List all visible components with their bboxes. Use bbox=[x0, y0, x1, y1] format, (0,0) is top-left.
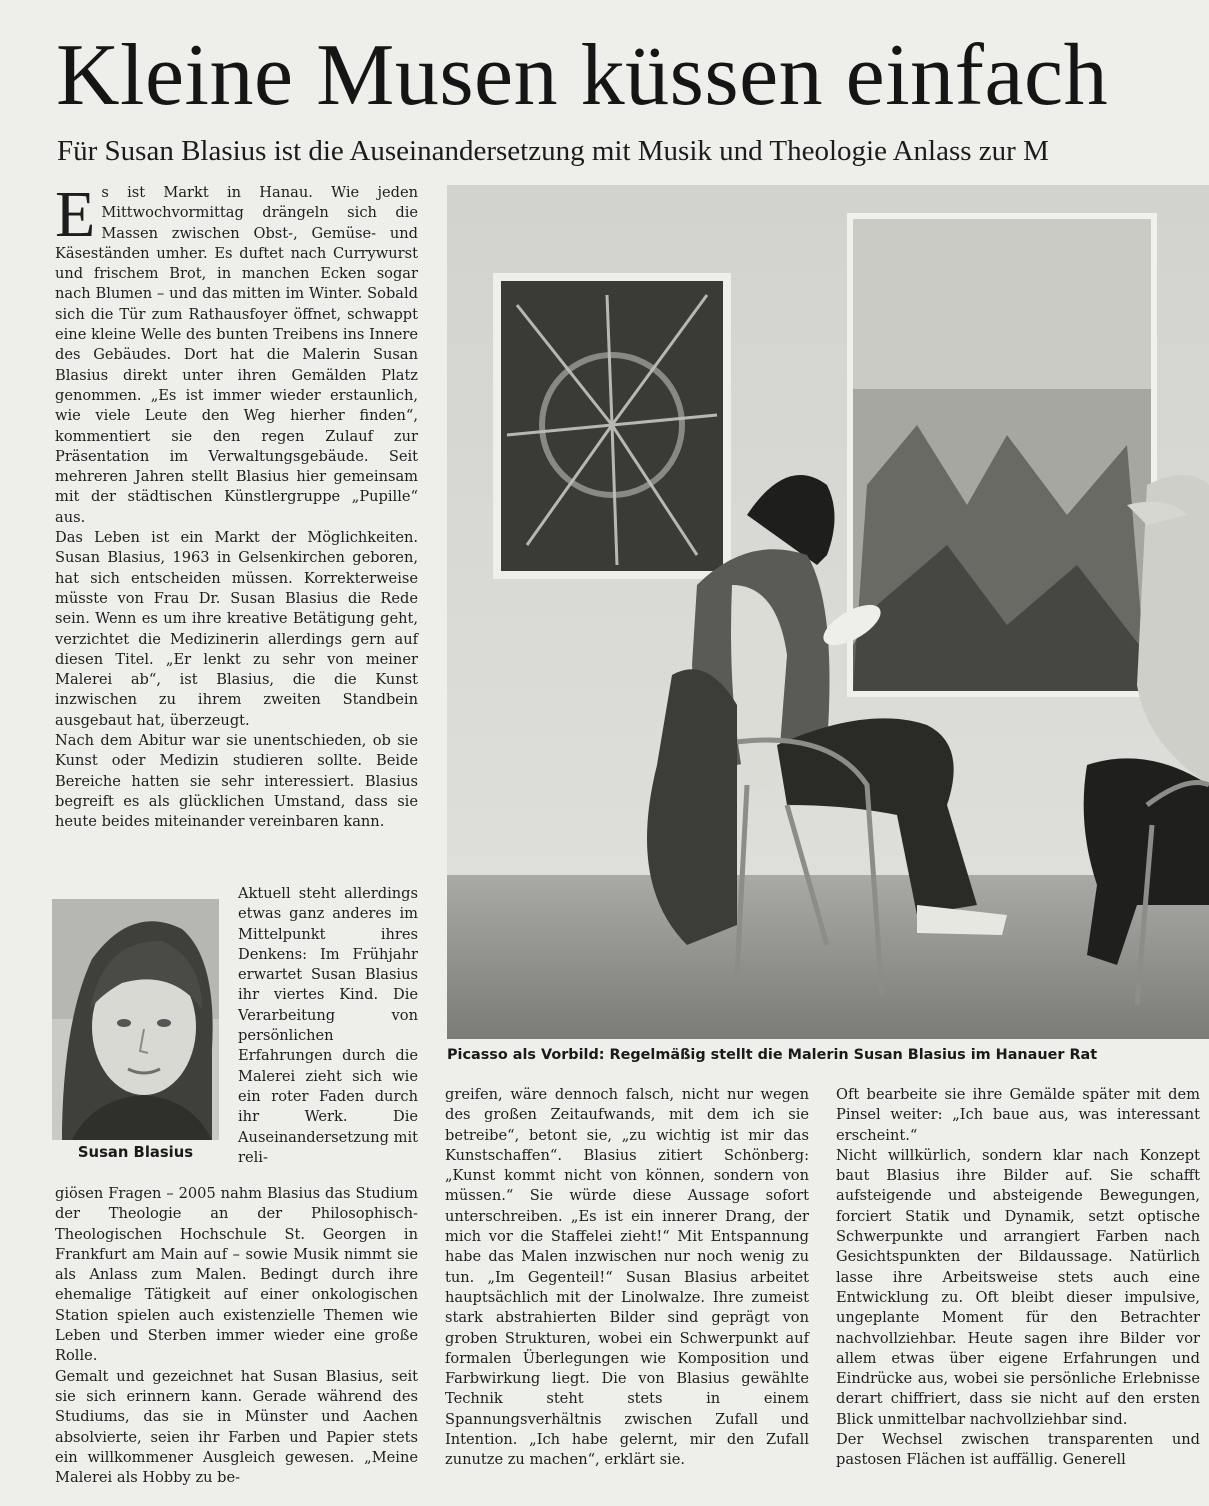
paragraph-8: Oft bearbeite sie ihre Gemälde später mit dem Pinsel weiter: „Ich baue aus, was interessant erscheint.“ bbox=[836, 1086, 1200, 1144]
subheadline: Für Susan Blasius ist die Auseinandersetzung mit Musik und Theologie Anlass zur M bbox=[57, 135, 1049, 167]
article-column-1-wrap bbox=[238, 884, 418, 1168]
article-column-3 bbox=[836, 1085, 1200, 1471]
paragraph-4: Aktuell steht allerdings etwas ganz anderes im Mittelpunkt ihres Denkens: Im Frühjahr erwartet Susan Blasius ihr viertes Kind. Die Verarbeitung von persönlichen Erfahrungen durch die Malerei zieht sich wie ein roter Faden durch ihr Werk. Die Auseinandersetzung mit reli- bbox=[238, 885, 419, 1166]
portrait-caption: Susan Blasius bbox=[77, 1144, 194, 1161]
article-column-1 bbox=[55, 178, 418, 833]
dropcap: E bbox=[55, 178, 96, 251]
photo-caption: Picasso als Vorbild: Regelmäßig stellt die Malerin Susan Blasius im Hanauer Rat bbox=[447, 1047, 1098, 1063]
article-column-2 bbox=[445, 1085, 809, 1471]
portrait-photo bbox=[52, 899, 219, 1140]
paragraph-1-text: s ist Markt in Hanau. Wie jeden Mittwochvormittag drängeln sich die Massen zwischen Obst-, Gemüse- und Käseständen umher. Es duftet nach Currywurst und frischem Brot, in manchen Ecken sogar nach Blumen – und das mitten im Winter. Sobald sich die Tür zum Rathausfoyer öffnet, schwappt eine kleine Welle des bunten Treibens ins Innere des Gebäudes. Dort hat die Malerin Susan Blasius direkt unter ihren Gemälden Platz genommen. „Es ist immer wieder erstaunlich, wie viele Leute den Weg hierher finden“, kommentiert sie den regen Zulauf zur Präsentation im Verwaltungsgebäude. Seit mehreren Jahren stellt Blasius hier gemeinsam mit der städtischen Künstlergruppe „Pupille“ aus. bbox=[55, 184, 418, 526]
paragraph-10: Der Wechsel zwischen transparenten und pastosen Flächen ist auffällig. Generell bbox=[836, 1431, 1200, 1469]
paragraph-5: giösen Fragen – 2005 nahm Blasius das Studium der Theologie an der Philosophisch-Theologischen Hochschule St. Georgen in Frankfurt am Main auf – sowie Musik nimmt sie als Anlass zum Malen. Bedingt durch ihre ehemalige Tätigkeit auf einer onkologischen Station spielen auch existenzielle Themen wie Leben und Sterben immer wieder eine große Rolle. bbox=[55, 1185, 418, 1365]
main-photo-image bbox=[447, 185, 1209, 1039]
paragraph-3: Nach dem Abitur war sie unentschieden, ob sie Kunst oder Medizin studieren sollte. Beide Bereiche hatten sie sehr interessiert. Blasius begreift es als glücklichen Umstand, dass sie heute beides miteinander vereinbaren kann. bbox=[55, 732, 418, 831]
paragraph-6: Gemalt und gezeichnet hat Susan Blasius, seit sie sich erinnern kann. Gerade während des Studiums, das sie in Münster und Aachen absolvierte, seien ihr Farben und Papier stets ein willkommener Ausgleich gewesen. „Meine Malerei als Hobby zu be- bbox=[55, 1367, 418, 1487]
paragraph-2: Das Leben ist ein Markt der Möglichkeiten. Susan Blasius, 1963 in Gelsenkirchen geboren, hat sich entscheiden müssen. Korrekterweise müsste von Frau Dr. Susan Blasius die Rede sein. Wenn es um ihre kreative Betätigung geht, verzichtet die Medizinerin allerdings gern auf diesen Titel. „Er lenkt zu sehr von meiner Malerei ab“, ist Blasius, die die Kunst inzwischen zu ihrem zweiten Standbein ausgebaut hat, überzeugt. bbox=[55, 529, 418, 729]
paragraph-7: greifen, wäre dennoch falsch, nicht nur wegen des großen Zeitaufwands, mit dem ich sie betreibe“, betont sie, „zu wichtig ist mir das Kunstschaffen“. Blasius zitiert Schönberg: „Kunst kommt nicht von können, sondern von müssen.“ Sie würde diese Aussage sofort unterschreiben. „Es ist ein innerer Drang, der mich vor die Staffelei zieht!“ Mit Entspannung habe das Malen inzwischen nur noch wenig zu tun. „Im Gegenteil!“ Susan Blasius arbeitet hauptsächlich mit der Linolwalze. Ihre zumeist stark abstrahierten Bilder sind geprägt von groben Strukturen, wobei ein Schwerpunkt auf formalen Überlegungen wie Komposition und Farbwirkung liegt. Die von Blasius gewählte Technik steht stets in einem Spannungsverhältnis zwischen Zufall und Intention. „Ich habe gelernt, mir den Zufall zunutze zu machen“, erklärt sie. bbox=[445, 1086, 809, 1469]
portrait-image bbox=[52, 899, 219, 1140]
main-photo bbox=[447, 185, 1209, 1039]
article-column-1-bottom bbox=[55, 1184, 418, 1488]
paragraph-9: Nicht willkürlich, sondern klar nach Konzept baut Blasius ihre Bilder auf. Sie schafft aufsteigende und absteigende Bewegungen, forciert Statik und Dynamik, setzt optische Schwerpunkte und arrangiert Farben nach Gesichtspunkten der Bildaussage. Natürlich lasse ihre Arbeitsweise stets auch eine Entwicklung zu. Oft bleibt dieser impulsive, ungeplante Moment für den Betrachter nachvollziehbar. Heute sagen ihre Bilder vor allem etwas über eigene Erfahrungen und Eindrücke aus, wobei sie persönliche Erlebnisse derart chiffriert, dass sie nicht auf den ersten Blick unmittelbar nachvollziehbar sind. bbox=[836, 1146, 1200, 1428]
paragraph-1 bbox=[55, 178, 418, 528]
headline: Kleine Musen küssen einfach bbox=[56, 27, 1109, 124]
